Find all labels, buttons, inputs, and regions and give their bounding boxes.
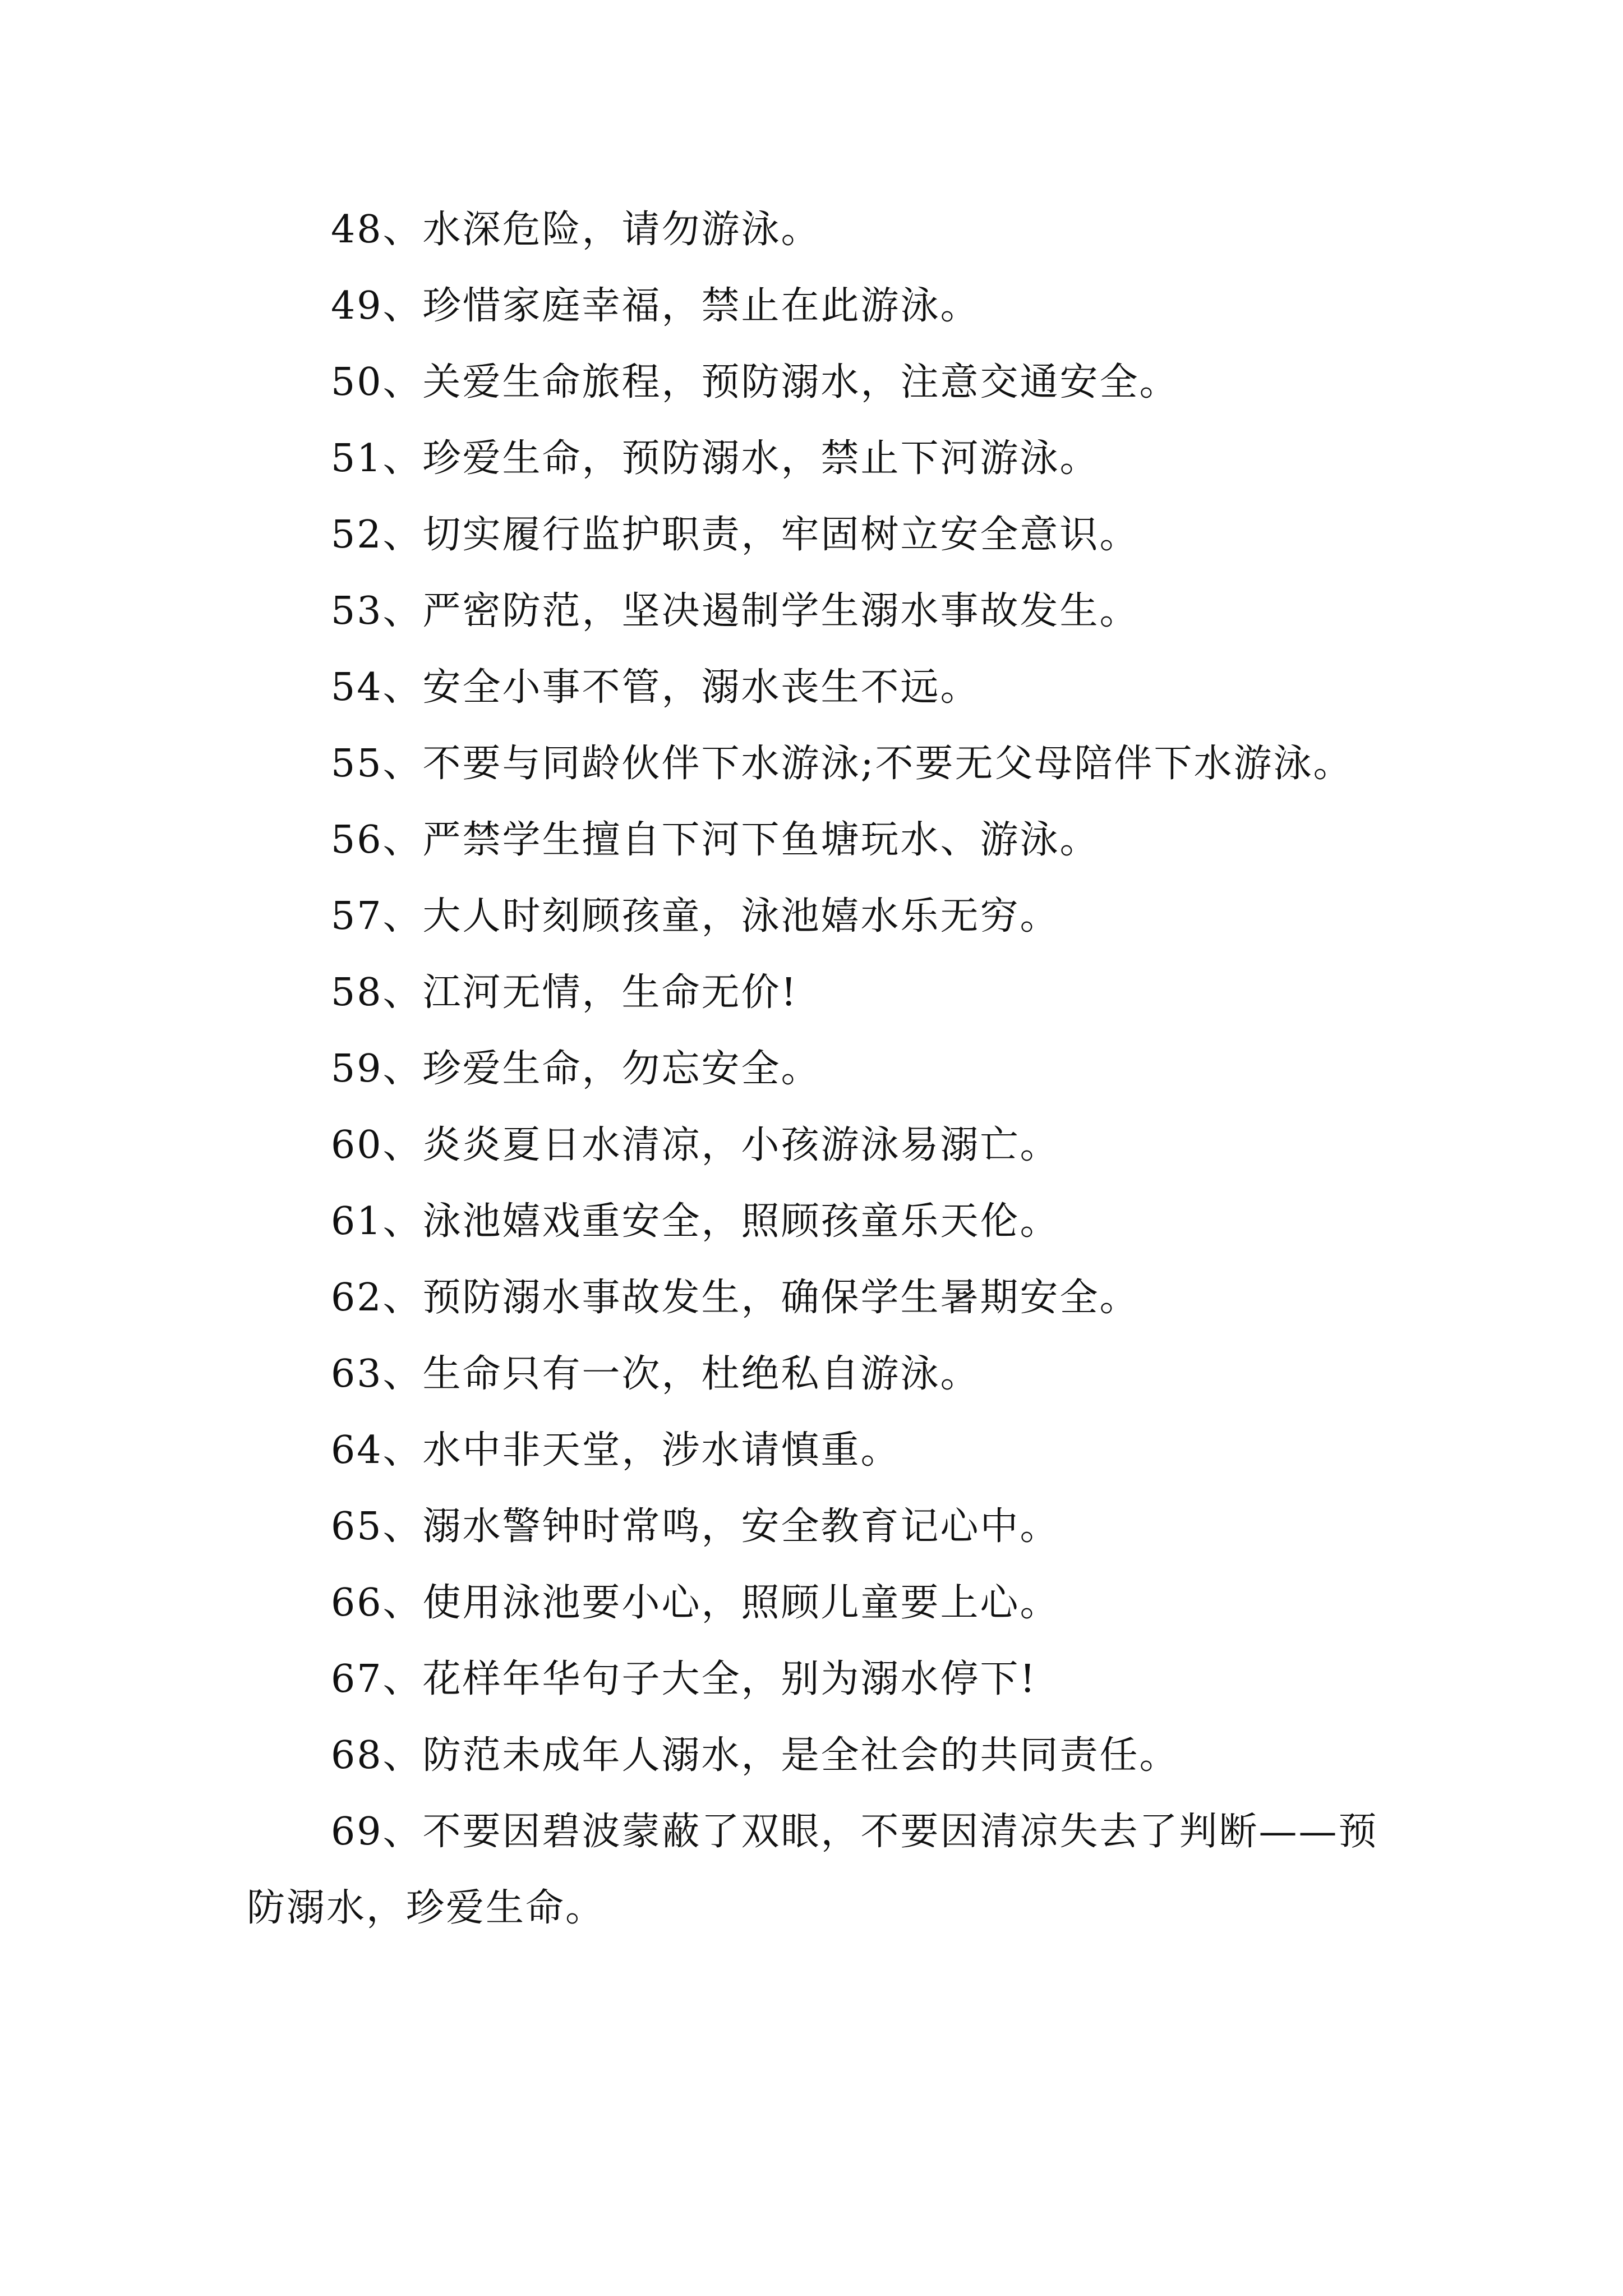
- list-item: 66、使用泳池要小心，照顾儿童要上心。: [331, 1581, 1060, 1625]
- list-item: 56、严禁学生擅自下河下鱼塘玩水、游泳。: [331, 818, 1100, 862]
- list-item: 49、珍惜家庭幸福，禁止在此游泳。: [331, 284, 980, 328]
- list-item: 48、水深危险，请勿游泳。: [331, 208, 821, 252]
- list-item: 67、花样年华句子大全，别为溺水停下!: [331, 1657, 1037, 1701]
- list-item: 64、水中非天堂，涉水请慎重。: [331, 1428, 901, 1473]
- slogan-list: [247, 192, 1385, 1947]
- list-item: 51、珍爱生命，预防溺水，禁止下河游泳。: [331, 436, 1100, 481]
- list-item: 55、不要与同龄伙伴下水游泳;不要无父母陪伴下水游泳。: [331, 742, 1353, 786]
- list-item: 63、生命只有一次，杜绝私自游泳。: [331, 1352, 980, 1396]
- list-item: 54、安全小事不管，溺水丧生不远。: [331, 665, 980, 710]
- list-item: 62、预防溺水事故发生，确保学生暑期安全。: [331, 1276, 1140, 1320]
- list-item: 69、不要因碧波蒙蔽了双眼，不要因清凉失去了判断——预防溺水，珍爱生命。: [247, 1810, 1378, 1930]
- list-item: 65、溺水警钟时常鸣，安全教育记心中。: [331, 1504, 1060, 1549]
- list-item: 59、珍爱生命，勿忘安全。: [331, 1047, 821, 1091]
- list-item: 52、切实履行监护职责，牢固树立安全意识。: [331, 513, 1140, 557]
- list-item: 61、泳池嬉戏重安全，照顾孩童乐天伦。: [331, 1199, 1060, 1244]
- list-item: 58、江河无情，生命无价!: [331, 970, 798, 1015]
- list-item: 68、防范未成年人溺水，是全社会的共同责任。: [331, 1733, 1179, 1778]
- list-item: 57、大人时刻顾孩童，泳池嬉水乐无穷。: [331, 894, 1060, 938]
- list-item: 60、炎炎夏日水清凉，小孩游泳易溺亡。: [331, 1123, 1060, 1167]
- list-item: 53、严密防范，坚决遏制学生溺水事故发生。: [331, 589, 1140, 633]
- list-item: 50、关爱生命旅程，预防溺水，注意交通安全。: [331, 360, 1179, 404]
